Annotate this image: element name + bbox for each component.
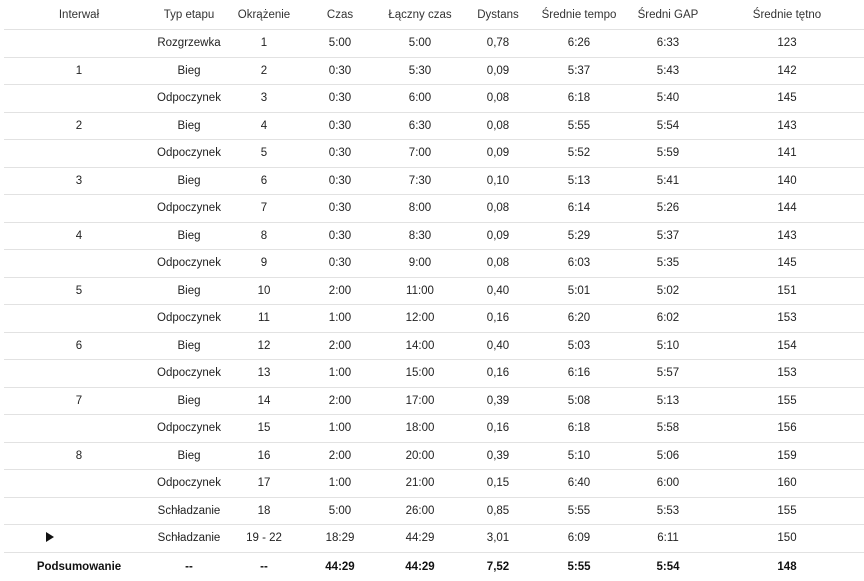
cell-avg-gap: 6:11: [626, 525, 710, 553]
cell-avg-pace: 5:01: [532, 277, 626, 305]
cell-distance: 0,10: [464, 167, 532, 195]
table-row[interactable]: [4, 222, 864, 250]
table-row[interactable]: [4, 305, 864, 333]
summary-cell-total-time: 44:29: [405, 560, 435, 573]
cell-time: 5:00: [304, 30, 376, 58]
cell-avg-hr: 143: [710, 222, 864, 250]
laps-table: [4, 0, 864, 581]
table-row[interactable]: [4, 497, 864, 525]
cell-avg-hr: 141: [710, 140, 864, 168]
cell-distance: 0,09: [464, 222, 532, 250]
cell-distance: 0,09: [464, 140, 532, 168]
cell-time: 0:30: [304, 140, 376, 168]
cell-avg-gap: 5:13: [626, 387, 710, 415]
cell-interval: [4, 470, 154, 498]
cell-total-time: 44:29: [376, 525, 464, 553]
cell-interval: 2: [4, 112, 154, 140]
cell-avg-hr: 144: [710, 195, 864, 223]
cell-avg-hr: 145: [710, 250, 864, 278]
cell-avg-pace: 6:16: [532, 360, 626, 388]
cell-avg-hr: 150: [710, 525, 864, 553]
table-row[interactable]: [4, 112, 864, 140]
cell-time: 0:30: [304, 85, 376, 113]
cell-interval: [4, 250, 154, 278]
cell-distance: 0,08: [464, 195, 532, 223]
cell-avg-pace: 6:09: [532, 525, 626, 553]
cell-distance: 0,85: [464, 497, 532, 525]
cell-avg-hr: 159: [710, 442, 864, 470]
cell-avg-gap: 5:37: [626, 222, 710, 250]
cell-time: 0:30: [304, 195, 376, 223]
cell-stage-type: Rozgrzewka: [154, 30, 224, 58]
cell-avg-pace: 6:40: [532, 470, 626, 498]
cell-time: 18:29: [304, 525, 376, 553]
summary-label: Podsumowanie: [36, 560, 122, 573]
cell-time: 2:00: [304, 442, 376, 470]
cell-avg-hr: 155: [710, 387, 864, 415]
cell-avg-gap: 5:58: [626, 415, 710, 443]
cell-interval: [4, 85, 154, 113]
cell-avg-gap: 5:41: [626, 167, 710, 195]
header-interval[interactable]: Interwał: [58, 8, 100, 21]
cell-distance: 0,09: [464, 57, 532, 85]
cell-lap: 13: [224, 360, 304, 388]
cell-interval: [4, 415, 154, 443]
table-row[interactable]: [4, 442, 864, 470]
cell-total-time: 7:00: [376, 140, 464, 168]
cell-stage-type: Odpoczynek: [154, 250, 224, 278]
cell-lap: 16: [224, 442, 304, 470]
cell-avg-pace: 6:14: [532, 195, 626, 223]
cell-interval: [4, 195, 154, 223]
header-time[interactable]: Czas: [326, 8, 354, 21]
cell-avg-gap: 5:06: [626, 442, 710, 470]
cell-time: 0:30: [304, 250, 376, 278]
table-row[interactable]: [4, 140, 864, 168]
cell-avg-hr: 154: [710, 332, 864, 360]
cell-total-time: 11:00: [376, 277, 464, 305]
cell-avg-gap: 5:57: [626, 360, 710, 388]
cell-lap: 8: [224, 222, 304, 250]
header-stage-type[interactable]: Typ etapu: [163, 8, 215, 21]
cell-stage-type: Bieg: [154, 442, 224, 470]
cell-total-time: 20:00: [376, 442, 464, 470]
cell-avg-pace: 5:13: [532, 167, 626, 195]
cell-avg-pace: 5:08: [532, 387, 626, 415]
cell-avg-pace: 5:52: [532, 140, 626, 168]
table-row[interactable]: [4, 250, 864, 278]
cell-lap: 11: [224, 305, 304, 333]
summary-cell-avg-hr: 148: [777, 560, 797, 573]
cell-avg-pace: 6:20: [532, 305, 626, 333]
cell-avg-gap: 5:59: [626, 140, 710, 168]
cell-interval: [4, 497, 154, 525]
cell-avg-gap: 5:35: [626, 250, 710, 278]
table-row[interactable]: [4, 470, 864, 498]
cell-lap: 3: [224, 85, 304, 113]
cell-interval: 4: [4, 222, 154, 250]
cell-avg-hr: 145: [710, 85, 864, 113]
cell-distance: 3,01: [464, 525, 532, 553]
cell-total-time: 26:00: [376, 497, 464, 525]
cell-avg-pace: 6:18: [532, 85, 626, 113]
summary-cell-avg-pace: 5:55: [567, 560, 591, 573]
cell-avg-hr: 142: [710, 57, 864, 85]
cell-avg-gap: 5:53: [626, 497, 710, 525]
cell-distance: 0,78: [464, 30, 532, 58]
cell-avg-gap: 6:33: [626, 30, 710, 58]
cell-total-time: 8:00: [376, 195, 464, 223]
summary-row: [4, 552, 864, 581]
table-row[interactable]: [4, 415, 864, 443]
cell-total-time: 21:00: [376, 470, 464, 498]
cell-lap: 14: [224, 387, 304, 415]
cell-lap: 7: [224, 195, 304, 223]
cell-stage-type: Odpoczynek: [154, 85, 224, 113]
cell-time: 1:00: [304, 415, 376, 443]
cell-distance: 0,40: [464, 277, 532, 305]
summary-cell-distance: 7,52: [486, 560, 510, 573]
cell-stage-type: Bieg: [154, 387, 224, 415]
cell-distance: 0,16: [464, 305, 532, 333]
cell-time: 0:30: [304, 57, 376, 85]
table-row[interactable]: [4, 30, 864, 58]
cell-lap: 6: [224, 167, 304, 195]
cell-avg-pace: 5:55: [532, 112, 626, 140]
cell-total-time: 14:00: [376, 332, 464, 360]
cell-time: 2:00: [304, 277, 376, 305]
cell-avg-hr: 140: [710, 167, 864, 195]
cell-avg-pace: 5:37: [532, 57, 626, 85]
table-row[interactable]: [4, 85, 864, 113]
cell-distance: 0,08: [464, 250, 532, 278]
cell-avg-pace: 5:03: [532, 332, 626, 360]
table-row[interactable]: [4, 525, 864, 553]
cell-stage-type: Odpoczynek: [154, 305, 224, 333]
cell-avg-pace: 6:18: [532, 415, 626, 443]
table-row[interactable]: [4, 360, 864, 388]
table-row[interactable]: [4, 57, 864, 85]
cell-avg-gap: 5:02: [626, 277, 710, 305]
cell-avg-gap: 5:10: [626, 332, 710, 360]
summary-cell-stage-type: --: [185, 560, 193, 573]
cell-stage-type: Bieg: [154, 57, 224, 85]
cell-total-time: 12:00: [376, 305, 464, 333]
cell-lap: 5: [224, 140, 304, 168]
cell-interval: [4, 360, 154, 388]
cell-distance: 0,08: [464, 85, 532, 113]
cell-time: 1:00: [304, 470, 376, 498]
cell-avg-gap: 5:40: [626, 85, 710, 113]
cell-avg-pace: 5:10: [532, 442, 626, 470]
cell-lap: 10: [224, 277, 304, 305]
cell-avg-hr: 123: [710, 30, 864, 58]
cell-time: 2:00: [304, 332, 376, 360]
cell-interval: 1: [4, 57, 154, 85]
cell-avg-hr: 156: [710, 415, 864, 443]
cell-lap: 15: [224, 415, 304, 443]
cell-lap: 18: [224, 497, 304, 525]
table-row[interactable]: [4, 277, 864, 305]
cell-distance: 0,39: [464, 442, 532, 470]
cell-stage-type: Odpoczynek: [154, 140, 224, 168]
cell-interval: 8: [4, 442, 154, 470]
cell-lap: 17: [224, 470, 304, 498]
cell-lap: 9: [224, 250, 304, 278]
cell-interval: [4, 140, 154, 168]
cell-avg-pace: 6:26: [532, 30, 626, 58]
header-avg-gap[interactable]: Średni GAP: [637, 8, 699, 21]
cell-interval: 6: [4, 332, 154, 360]
cell-total-time: 9:00: [376, 250, 464, 278]
cell-lap: 19 - 22: [224, 525, 304, 553]
cell-interval: [4, 305, 154, 333]
cell-avg-hr: 155: [710, 497, 864, 525]
cell-stage-type: Schładzanie: [154, 525, 224, 553]
cell-stage-type: Odpoczynek: [154, 415, 224, 443]
cell-lap: 2: [224, 57, 304, 85]
header-lap[interactable]: Okrążenie: [237, 8, 291, 21]
summary-cell-time: 44:29: [325, 560, 355, 573]
cell-distance: 0,16: [464, 360, 532, 388]
cell-avg-gap: 6:00: [626, 470, 710, 498]
cell-lap: 4: [224, 112, 304, 140]
cell-interval: [4, 30, 154, 58]
table-row[interactable]: [4, 195, 864, 223]
summary-cell-lap: --: [260, 560, 268, 573]
cell-total-time: 18:00: [376, 415, 464, 443]
cell-total-time: 6:00: [376, 85, 464, 113]
cell-avg-pace: 5:55: [532, 497, 626, 525]
cell-time: 1:00: [304, 360, 376, 388]
cell-time: 5:00: [304, 497, 376, 525]
table-row[interactable]: [4, 387, 864, 415]
cell-stage-type: Bieg: [154, 167, 224, 195]
cell-avg-hr: 153: [710, 360, 864, 388]
cell-time: 0:30: [304, 112, 376, 140]
cell-total-time: 7:30: [376, 167, 464, 195]
table-row[interactable]: [4, 167, 864, 195]
summary-cell-avg-gap: 5:54: [656, 560, 680, 573]
cell-distance: 0,40: [464, 332, 532, 360]
expand-row-icon[interactable]: [46, 532, 54, 542]
header-row: [4, 0, 864, 30]
cell-total-time: 6:30: [376, 112, 464, 140]
cell-stage-type: Bieg: [154, 277, 224, 305]
cell-avg-gap: 5:26: [626, 195, 710, 223]
cell-time: 0:30: [304, 167, 376, 195]
cell-interval: 3: [4, 167, 154, 195]
cell-stage-type: Odpoczynek: [154, 470, 224, 498]
cell-lap: 12: [224, 332, 304, 360]
cell-total-time: 15:00: [376, 360, 464, 388]
table-row[interactable]: [4, 332, 864, 360]
cell-time: 1:00: [304, 305, 376, 333]
cell-total-time: 5:30: [376, 57, 464, 85]
cell-distance: 0,16: [464, 415, 532, 443]
cell-avg-hr: 153: [710, 305, 864, 333]
cell-interval: [4, 525, 154, 553]
cell-total-time: 8:30: [376, 222, 464, 250]
cell-stage-type: Bieg: [154, 112, 224, 140]
cell-avg-hr: 160: [710, 470, 864, 498]
cell-time: 0:30: [304, 222, 376, 250]
cell-stage-type: Schładzanie: [154, 497, 224, 525]
cell-avg-hr: 143: [710, 112, 864, 140]
cell-stage-type: Odpoczynek: [154, 360, 224, 388]
cell-total-time: 5:00: [376, 30, 464, 58]
cell-stage-type: Bieg: [154, 222, 224, 250]
header-avg-hr[interactable]: Średnie tętno: [752, 8, 822, 21]
cell-avg-gap: 5:43: [626, 57, 710, 85]
cell-avg-hr: 151: [710, 277, 864, 305]
cell-avg-gap: 6:02: [626, 305, 710, 333]
cell-interval: 5: [4, 277, 154, 305]
header-total-time[interactable]: Łączny czas: [388, 8, 452, 21]
cell-stage-type: Odpoczynek: [154, 195, 224, 223]
cell-stage-type: Bieg: [154, 332, 224, 360]
cell-lap: 1: [224, 30, 304, 58]
cell-distance: 0,08: [464, 112, 532, 140]
header-avg-pace[interactable]: Średnie tempo: [541, 8, 617, 21]
header-distance[interactable]: Dystans: [477, 8, 519, 21]
cell-interval: 7: [4, 387, 154, 415]
cell-distance: 0,39: [464, 387, 532, 415]
cell-time: 2:00: [304, 387, 376, 415]
cell-total-time: 17:00: [376, 387, 464, 415]
cell-avg-pace: 6:03: [532, 250, 626, 278]
cell-distance: 0,15: [464, 470, 532, 498]
cell-avg-pace: 5:29: [532, 222, 626, 250]
cell-avg-gap: 5:54: [626, 112, 710, 140]
